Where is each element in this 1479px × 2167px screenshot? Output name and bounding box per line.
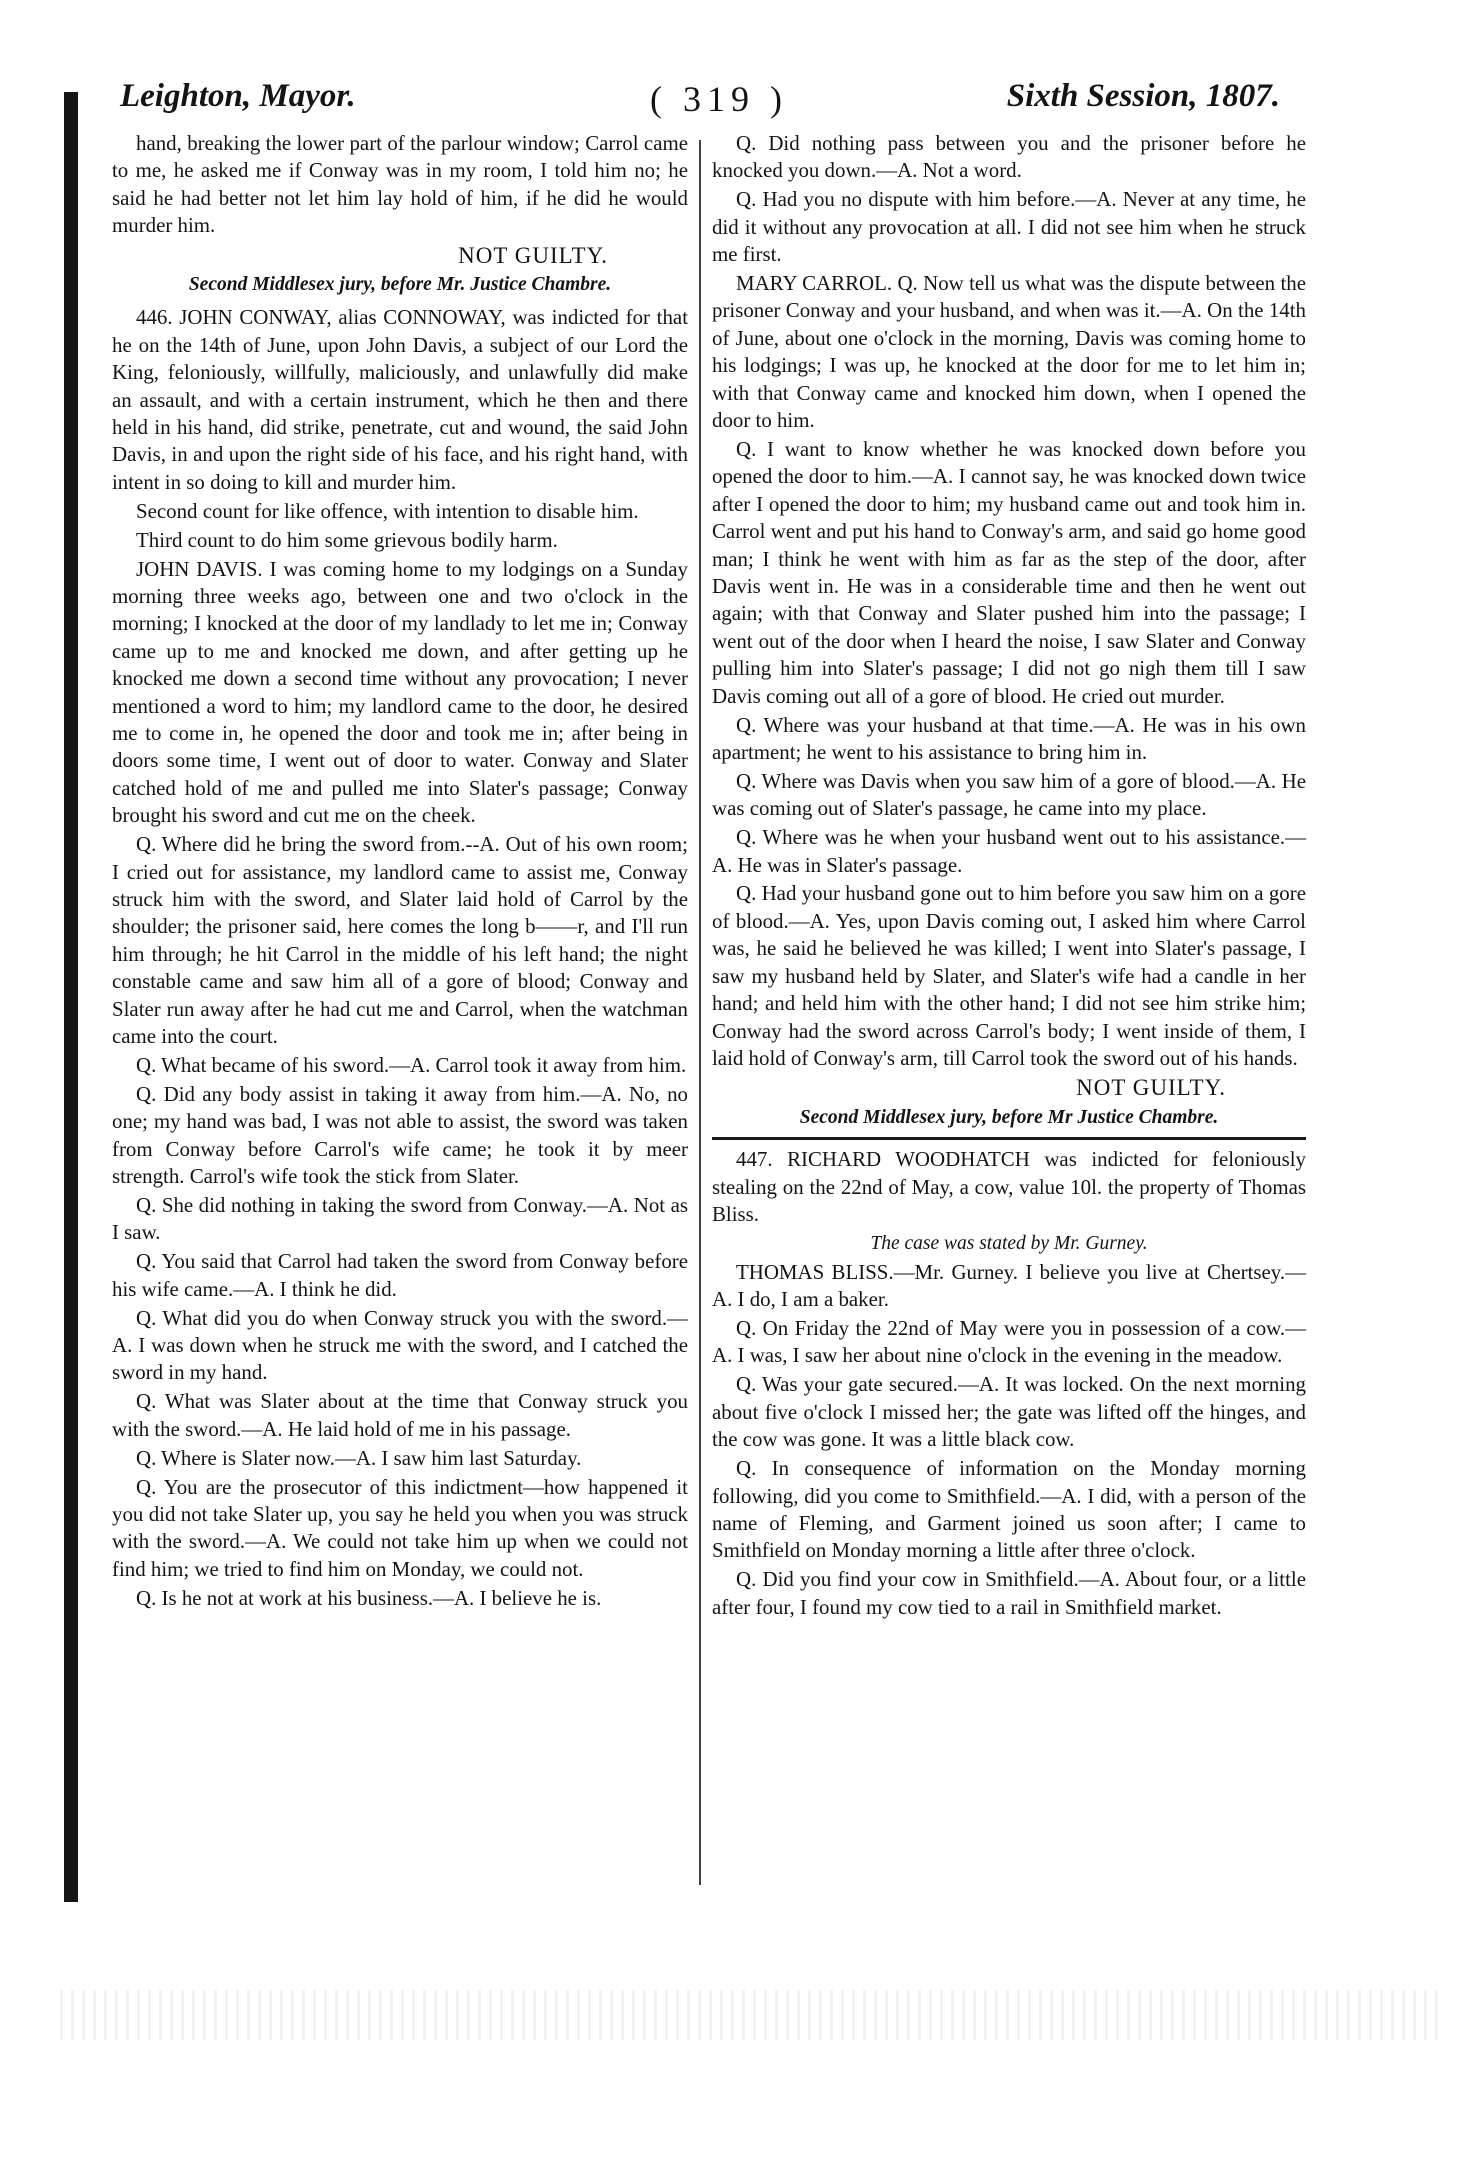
running-head-left: Leighton, Mayor. <box>120 78 356 114</box>
paragraph: Q. Did you find your cow in Smithfield.—A. About four, or a little after four, I found my cow tied to a rail in Smithfield market. <box>712 1567 1306 1619</box>
paragraph: Q. On Friday the 22nd of May were you in possession of a cow.—A. I was, I saw her about nine o'clock in the evening in the meadow. <box>712 1316 1306 1368</box>
paragraph: THOMAS BLISS.—Mr. Gurney. I believe you live at Chertsey.—A. I do, I am a baker. <box>712 1259 1306 1312</box>
paragraph: Q. What did you do when Conway struck you with the sword.—A. I was down when he struck me with the sword, and I catched the sword in my hand. <box>112 1305 688 1385</box>
paragraph: Q. Did nothing pass between you and the prisoner before he knocked you down.—A. Not a word. <box>712 131 1306 183</box>
page-number: ( 319 ) <box>650 79 788 119</box>
paragraph: 446. JOHN CONWAY, alias CONNOWAY, was indicted for that he on the 14th of June, upon John Davis, a subject of our Lord the King, feloniously, willfully, maliciously, and unlawfully did make an assault, and with a certain instrument, which he then and there held in his hand, did strike, penetrate, cut and wound, the said John Davis, in and upon the right side of his face, and his right hand, with intent in so doing to kill and murder him. <box>112 305 688 494</box>
paragraph: hand, breaking the lower part of the parlour window; Carrol came to me, he asked me if Conway was in my room, I told him no; he said he had better not let him lay hold of him, if he did he would murder him. <box>112 131 688 238</box>
bottom-margin-smudge <box>60 1990 1440 2040</box>
verdict: NOT GUILTY. <box>458 242 608 268</box>
paragraph: Q. Had your husband gone out to him before you saw him on a gore of blood.—A. Yes, upon Davis coming out, I asked him where Carrol was, he said he believed he was killed; I went into Slater's passage, I saw my husband held by Slater, and Slater's wife had a candle in her hand; and held him with the other hand; I did not see him strike him; Conway had the sword across Carrol's body; I went inside of them, I laid hold of Conway's arm, till Carrol took the sword out of his hands. <box>712 881 1306 1070</box>
paragraph: Q. Where did he bring the sword from.--A. Out of his own room; I cried out for assistance, my landlord came to assist me, Conway struck him with the sword, and Slater laid hold of Carrol by the shoulder; the prisoner said, here comes the long b——r, and I'll run him through; he hit Carrol in the middle of his left hand; the night constable came and saw him all of a gore of blood; Conway and Slater run away after he had cut me and Carrol, when the watchman came into the court. <box>112 832 688 1048</box>
paragraph: Q. Where was your husband at that time.—A. He was in his own apartment; he went to his assistance to bring him in. <box>712 712 1306 764</box>
binding-edge <box>64 92 78 1902</box>
left-column <box>112 130 688 1614</box>
paragraph: 447. RICHARD WOODHATCH was indicted for feloniously stealing on the 22nd of May, a cow, value 10l. the property of Thomas Bliss. <box>712 1147 1306 1226</box>
paragraph: Q. What became of his sword.—A. Carrol took it away from him. <box>136 1052 687 1077</box>
right-column <box>712 130 1306 1623</box>
paragraph: Q. You said that Carrol had taken the sword from Conway before his wife came.—A. I think he did. <box>112 1249 688 1301</box>
paragraph: Q. Was your gate secured.—A. It was locked. On the next morning about five o'clock I missed her; the gate was lifted off the hinges, and the cow was gone. It was a little black cow. <box>712 1372 1306 1452</box>
paragraph: JOHN DAVIS. I was coming home to my lodgings on a Sunday morning three weeks ago, between one and two o'clock in the morning; I knocked at the door of my landlady to let me in; Conway came up to me and knocked me down, and after getting up he knocked me down a second time without any provocation; I never mentioned a word to him; my landlord came to the door, he desired me to come in, he opened the door and took me in; after being in doors some time, I went out of door to water. Conway and Slater catched hold of me and pulled me into Slater's passage; Conway brought his sword and cut me on the cheek. <box>112 556 688 828</box>
paragraph: Q. Where was Davis when you saw him of a gore of blood.—A. He was coming out of Slater's passage, he came into my place. <box>712 768 1306 821</box>
paragraph: Q. She did nothing in taking the sword from Conway.—A. Not as I saw. <box>112 1192 688 1245</box>
paragraph: Third count to do him some grievous bodily harm. <box>136 527 558 552</box>
running-head-right: Sixth Session, 1807. <box>1006 78 1280 114</box>
paragraph: Q. Did any body assist in taking it away from him.—A. No, no one; my hand was bad, I was not able to assist, the sword was taken from Conway before Carrol's wife came; he took it by meer strength. Carrol's wife took the stick from Slater. <box>112 1081 688 1189</box>
paragraph: Q. I want to know whether he was knocked down before you opened the door to him.—A. I cannot say, he was knocked down twice after I opened the door to him; my husband came out and took him in. Carrol went and put his hand to Conway's arm, and said go home good man; I think he went with him as far as the step of the door, after Davis went in. He was in a considerable time and then he went out again; with that Conway and Slater pushed him into the passage; I went out of the door when I heard the noise, I saw Slater and Conway pulling him into Slater's passage; I did not go nigh them till I saw Davis coming out all of a gore of blood. He cried out murder. <box>712 436 1306 708</box>
paragraph: Q. Where was he when your husband went out to his assistance.—A. He was in Slater's passage. <box>712 825 1306 877</box>
paragraph: Second count for like offence, with intention to disable him. <box>136 498 639 523</box>
paragraph: Q. What was Slater about at the time that Conway struck you with the sword.—A. He laid hold of me in his passage. <box>112 1389 688 1441</box>
jury-line: Second Middlesex jury, before Mr. Justice Chambre. <box>188 274 612 296</box>
page-header <box>120 78 1280 128</box>
section-divider <box>712 1137 1306 1140</box>
paragraph: MARY CARROL. Q. Now tell us what was the dispute between the prisoner Conway and your husband, and when was it.—A. On the 14th of June, about one o'clock in the morning, Davis was coming home to his lodgings; I was up, he knocked at the door for me to let him in; with that Conway came and knocked him down, when I opened the door to him. <box>712 271 1306 433</box>
paragraph: Q. In consequence of information on the Monday morning following, did you come to Smithfield.—A. I did, with a person of the name of Fleming, and Garment joined us soon after; I came to Smithfield on Monday morning a little after three o'clock. <box>712 1456 1306 1563</box>
paragraph: Q. Had you no dispute with him before.—A. Never at any time, he did it without any provocation at all. I did not see him when he struck me first. <box>712 187 1306 267</box>
paragraph: Q. You are the prosecutor of this indictment—how happened it you did not take Slater up, you say he held you when you was struck with the sword.—A. We could not take him up when we could not find him; we tried to find him on Monday, we could not. <box>112 1474 688 1581</box>
verdict: NOT GUILTY. <box>1076 1075 1226 1101</box>
column-rule <box>699 140 701 1885</box>
jury-line: Second Middlesex jury, before Mr Justice Chambre. <box>799 1106 1219 1128</box>
case-subhead: The case was stated by Mr. Gurney. <box>870 1232 1148 1254</box>
paragraph: Q. Where is Slater now.—A. I saw him last Saturday. <box>136 1445 582 1470</box>
paragraph: Q. Is he not at work at his business.—A. I believe he is. <box>136 1585 602 1610</box>
